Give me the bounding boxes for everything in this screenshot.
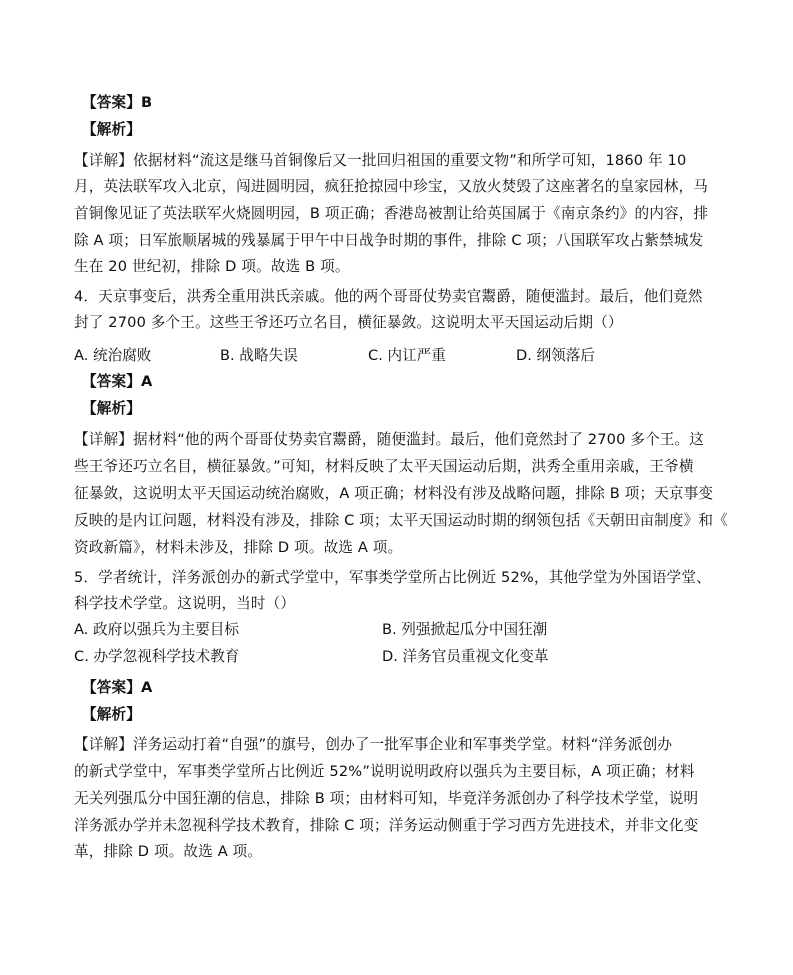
- q5-detail-line: 无关列强瓜分中国狂潮的信息，排除 B 项；由材料可知，毕竟洋务派创办了科学技术学堂，说明: [74, 790, 699, 807]
- q5-stem-line: 科学技术学堂。这说明，当时（）: [74, 595, 296, 612]
- q5-detail-line: 【详解】洋务运动打着“自强”的旗号，创办了一批军事企业和军事类学堂。材料“洋务派创办: [74, 736, 673, 753]
- q4-option-a: A. 统治腐败: [74, 347, 152, 364]
- q4-detail-line: 些王爷还巧立名目，横征暴敛。”可知，材料反映了太平天国运动后期，洪秀全重用亲戚，王爷横: [74, 458, 694, 475]
- q5-option-c: C. 办学忽视科学技术教育: [74, 648, 240, 665]
- q4-analysis-label: 【解析】: [82, 400, 141, 417]
- q4-option-b: B. 战略失误: [220, 347, 298, 364]
- q5-answer: 【答案】A: [82, 679, 153, 696]
- q4-option-c: C. 内讧严重: [368, 347, 446, 364]
- q5-stem-line: 5．学者统计，洋务派创办的新式学堂中，军事类学堂所占比例近 52%，其他学堂为外国语学堂、: [74, 569, 711, 586]
- q3-detail-line: 生在 20 世纪初，排除 D 项。故选 B 项。: [74, 258, 350, 275]
- q5-option-d: D. 洋务官员重视文化变革: [382, 648, 549, 665]
- q3-detail-line: 月，英法联军攻入北京，闯进圆明园，疯狂抢掠园中珍宝，又放火焚毁了这座著名的皇家园林，马: [74, 178, 708, 195]
- q4-stem-line: 4．天京事变后，洪秀全重用洪氏亲戚。他的两个哥哥仗势卖官鬻爵，随便滥封。最后，他们竟然: [74, 288, 703, 305]
- q5-analysis-label: 【解析】: [82, 706, 141, 723]
- q4-option-d: D. 纲领落后: [516, 347, 595, 364]
- q4-detail-line: 【详解】据材料“他的两个哥哥仗势卖官鬻爵，随便滥封。最后，他们竟然封了 2700 多个王。这: [74, 431, 705, 448]
- q3-analysis-label: 【解析】: [82, 121, 141, 138]
- q4-detail-line: 反映的是内讧问题，材料没有涉及，排除 C 项；太平天国运动时期的纲领包括《天朝田亩制度》和《: [74, 512, 728, 529]
- q3-detail-line: 除 A 项；日军旅顺屠城的残暴属于甲午中日战争时期的事件，排除 C 项；八国联军攻占紫禁城发: [74, 232, 704, 249]
- q3-answer: 【答案】B: [82, 94, 153, 111]
- q5-detail-line: 洋务派办学并未忽视科学技术教育，排除 C 项；洋务运动侧重于学习西方先进技术，并非文化变: [74, 817, 699, 834]
- q5-detail-line: 革，排除 D 项。故选 A 项。: [74, 843, 263, 860]
- q4-detail-line: 征暴敛，这说明太平天国运动统治腐败，A 项正确；材料没有涉及战略问题，排除 B 项；天京事变: [74, 485, 714, 502]
- q4-stem-line: 封了 2700 多个王。这些王爷还巧立名目，横征暴敛。这说明太平天国运动后期（）: [74, 314, 623, 331]
- q5-detail-line: 的新式学堂中，军事类学堂所占比例近 52%”说明说明政府以强兵为主要目标，A 项正确；材料: [74, 763, 695, 780]
- q4-detail-line: 资政新篇》，材料未涉及，排除 D 项。故选 A 项。: [74, 539, 403, 556]
- q4-answer: 【答案】A: [82, 373, 153, 390]
- q3-detail-line: 【详解】依据材料“流这是继马首铜像后又一批回归祖国的重要文物”和所学可知，1860 年 10: [74, 152, 687, 169]
- q5-option-b: B. 列强掀起瓜分中国狂潮: [382, 621, 548, 638]
- q3-detail-line: 首铜像见证了英法联军火烧圆明园，B 项正确；香港岛被割让给英国属于《南京条约》的内容，排: [74, 205, 709, 222]
- q5-option-a: A. 政府以强兵为主要目标: [74, 621, 239, 638]
